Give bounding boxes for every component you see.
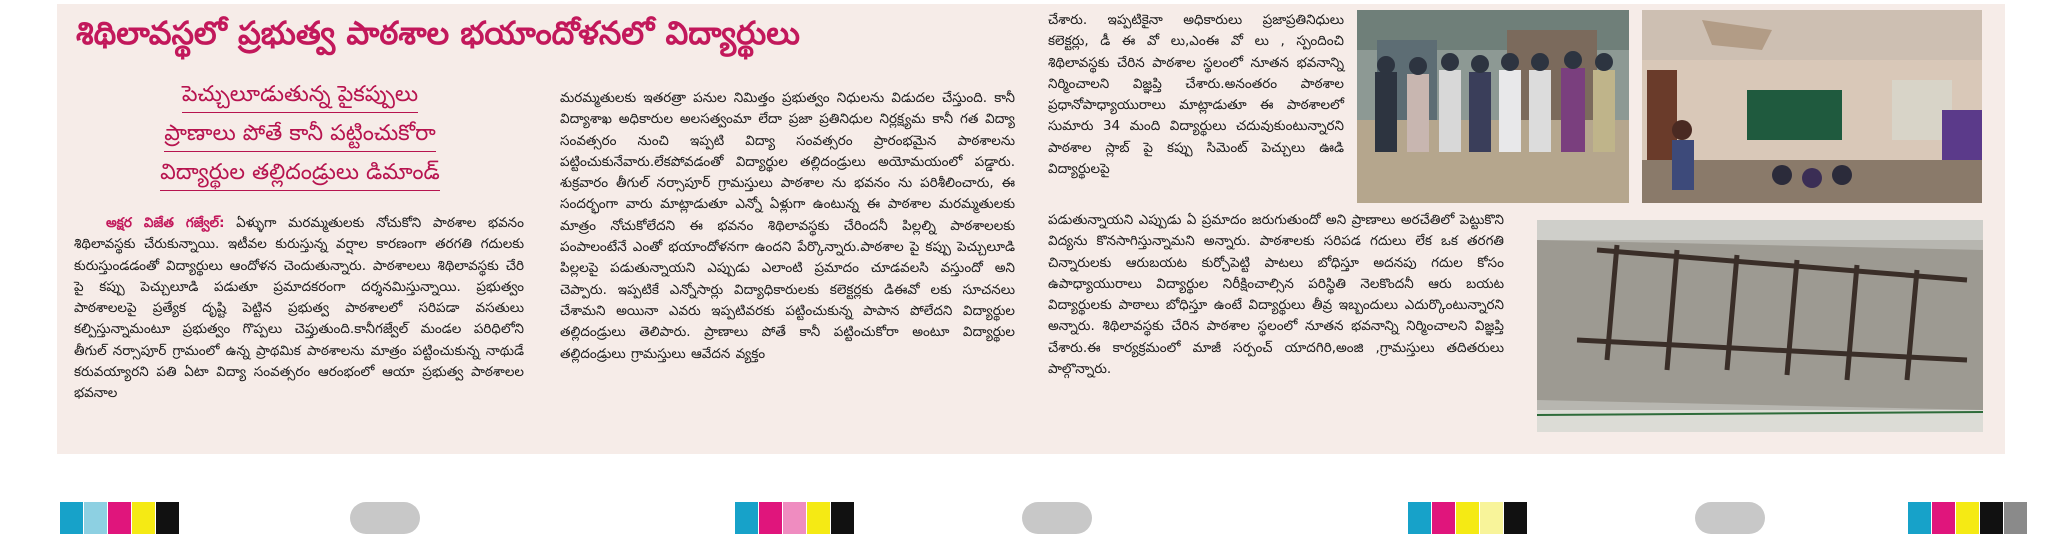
column-3-bottom-text: పడుతున్నాయని ఎప్పుడు ఏ ప్రమాదం జరుగుతుందో అని ప్రాణాలు అరచేతిలో పెట్టుకొని విద్యను కొనసాగిస్తున్నామని అన్నారు. పాఠశాలకు సరిపడ గదులు లేక ఒక తరగతి చిన్నారులకు ఆరుబయట కుర్చోపెట్టి పాటలు బోధిస్తూ అదనపు గదుల కోసం ఉపాధ్యాయురాలు విద్యార్థుల నిరీక్షించాల్సిన పరిస్థితి నెలకొందనీ ఆరు బయట విద్యార్థులకు పాఠాలు బోధిస్తూ ఉంటే విద్యార్థులు తీవ్ర ఇబ్బందులు ఎదుర్కొంటున్నారని అన్నారు. శిథిలావస్థకు చేరిన పాఠశాల స్థలంలో నూతన భవనాన్ని నిర్మించాలని విజ్ఞప్తి చేశారు.ఈ కార్యక్రమంలో మాజీ సర్పంచ్ యాదగిరి,అంజి ,గ్రామస్తులు తదితరులు పాల్గొన్నారు. xyxy=(1048,212,1504,378)
swatch-black xyxy=(1980,502,2003,534)
registration-pill-1 xyxy=(350,502,420,534)
swatch-light-yellow xyxy=(1480,502,1503,534)
registration-pill-2 xyxy=(1022,502,1092,534)
headline: శిథిలావస్థలో ప్రభుత్వ పాఠశాల భయాందోళనలో విద్యార్థులు xyxy=(76,14,800,52)
swatch-yellow xyxy=(1956,502,1979,534)
article-column-3-bottom xyxy=(1048,210,1504,380)
swatch-cyan xyxy=(1408,502,1431,534)
color-bar-3 xyxy=(1408,502,1528,534)
swatch-magenta xyxy=(1932,502,1955,534)
column-2-text: మరమ్మతులకు ఇతరత్రా పనుల నిమిత్తం ప్రభుత్వం నిధులను విడుదల చేస్తుంది. కానీ విద్యాశాఖ అధికారుల అలసత్వంమా లేదా ప్రజా ప్రతినిధుల నిర్లక్ష్యమ కానీ గత విద్యా సంవత్సరం నుంచి ఇప్పటి విద్యా సంవత్సరం ప్రారంభమైన పాఠశాలను పట్టించుకునేవారు.లేకపోవడంతో విద్యార్థుల తల్లిదండ్రులు అయోమయంలో పడ్డారు. శుక్రవారం తీగుల్ నర్సాపూర్ గ్రామస్తులు పాఠశాల ను భవనం ను పరిశీలించారు, ఈ సందర్భంగా వారు మాట్లాడుతూ ఎన్నో ఏళ్లుగా ఉంటున్న ఈ పాఠశాల మరమ్మతులకు మాత్రం నోచుకోలేదని ఈ భవనం శిథిలావస్థకు చేరిందనీ పిల్లల్ని పాఠశాలలకు పంపాలంటేనే ఎంతో భయాందోళనగా ఉందని పేర్కొన్నారు.పాఠశాల పై కప్పు పెచ్చులూడి పిల్లలపై పడుతున్నాయని ఎప్పుడు ఎలాంటి ప్రమాదం చూడవలసి వస్తుందో అని చెప్పారు. ఇప్పటికే ఎన్నోసార్లు విద్యాధికారులకు కలెక్టర్లకు డిఈవో లకు సూచనలు చేశామని అయినా ఎవరు ఇప్పటివరకు పట్టించుకున్న పాపాన పోలేదని విద్యార్థుల తల్లిదండ్రులు తెలిపారు. ప్రాణాలు పోతే కానీ పట్టించుకోరా అంటూ విద్యార్థుల తల్లిదండ్రులు గ్రామస్తులు ఆవేదన వ్యక్తం xyxy=(560,90,1015,362)
swatch-cyan xyxy=(735,502,758,534)
color-bar-2 xyxy=(735,502,855,534)
swatch-yellow xyxy=(132,502,155,534)
subheading-2: ప్రాణాలు పోతే కానీ పట్టించుకోరా xyxy=(164,117,436,152)
swatch-cyan xyxy=(1908,502,1931,534)
swatch-yellow xyxy=(1456,502,1479,534)
swatch-magenta xyxy=(759,502,782,534)
color-bar-4 xyxy=(1908,502,2028,534)
classroom-photo xyxy=(1642,10,1982,203)
swatch-light-cyan xyxy=(84,502,107,534)
byline: అక్షర విజేత గజ్వేల్: xyxy=(106,215,225,231)
column-3-top-text: చేశారు. ఇప్పటికైనా అధికారులు ప్రజాప్రతినిధులు కలెక్టర్లు, డీ ఈ వో లు,ఎంఈ వో లు , స్పందించి శిథిలావస్థకు చేరిన పాఠశాల స్థలంలో నూతన భవనాన్ని నిర్మించాలని విజ్ఞప్తి చేశారు.అనంతరం పాఠశాల ప్రధానోపాధ్యాయురాలు మాట్లాడుతూ ఈ పాఠశాలలో సుమారు 34 మంది విద్యార్థులు చదువుకుంటున్నారని పాఠశాల స్లాబ్ పై కప్పు సిమెంట్ పెచ్చులు ఊడి విద్యార్థులపై xyxy=(1048,12,1344,178)
subheading-1: పెచ్చులూడుతున్న పైకప్పులు xyxy=(182,78,418,113)
swatch-magenta xyxy=(108,502,131,534)
article-column-2 xyxy=(560,88,1015,365)
article-column-1 xyxy=(74,213,524,405)
registration-pill-3 xyxy=(1695,502,1765,534)
swatch-black xyxy=(156,502,179,534)
swatch-black xyxy=(1504,502,1527,534)
swatch-light-magenta xyxy=(783,502,806,534)
article-column-3-top xyxy=(1048,10,1344,180)
swatch-magenta xyxy=(1432,502,1455,534)
swatch-yellow xyxy=(807,502,830,534)
subheading-3: విద్యార్థుల తల్లిదండ్రులు డిమాండ్ xyxy=(160,156,440,191)
ceiling-photo xyxy=(1537,220,1983,432)
swatch-gray xyxy=(2004,502,2027,534)
subheading-block xyxy=(120,78,480,195)
column-1-text: ఏళ్ళుగా మరమ్మతులకు నోచుకోని పాఠశాల భవనం శిథిలావస్థకు చేరుకున్నాయి. ఇటీవల కురుస్తున్న వర్షాల కారణంగా తరగతి గదులకు కురుస్తుండడంతో విద్యార్థులు ఆందోళన చెందుతున్నారు. పాఠశాలలు శిథిలావస్థకు చేరి పై కప్పు పెచ్చులూడి పడుతూ ప్రమాదకరంగా దర్శనమిస్తున్నాయి. ప్రభుత్వం పాఠశాలలపై ప్రత్యేక దృష్టి పెట్టిన ప్రభుత్వ పాఠశాలలో సరిపడా వసతులు కల్పిస్తున్నామంటూ ప్రభుత్వం గొప్పలు చెప్తుతుంది.కానీగజ్వేల్ మండల పరిధిలోని తీగుల్ నర్సాపూర్ గ్రామంలో ఉన్న ప్రాథమిక పాఠశాలను మాత్రం పట్టించుకున్న నాథుడే కరువయ్యారని పతి ఏటా విద్యా సంవత్సరం ఆరంభంలో ఆయా ప్రభుత్వ పాఠశాలల భవనాల xyxy=(74,215,524,402)
group-photo xyxy=(1357,10,1629,203)
color-bar-1 xyxy=(60,502,180,534)
swatch-black xyxy=(831,502,854,534)
swatch-cyan xyxy=(60,502,83,534)
